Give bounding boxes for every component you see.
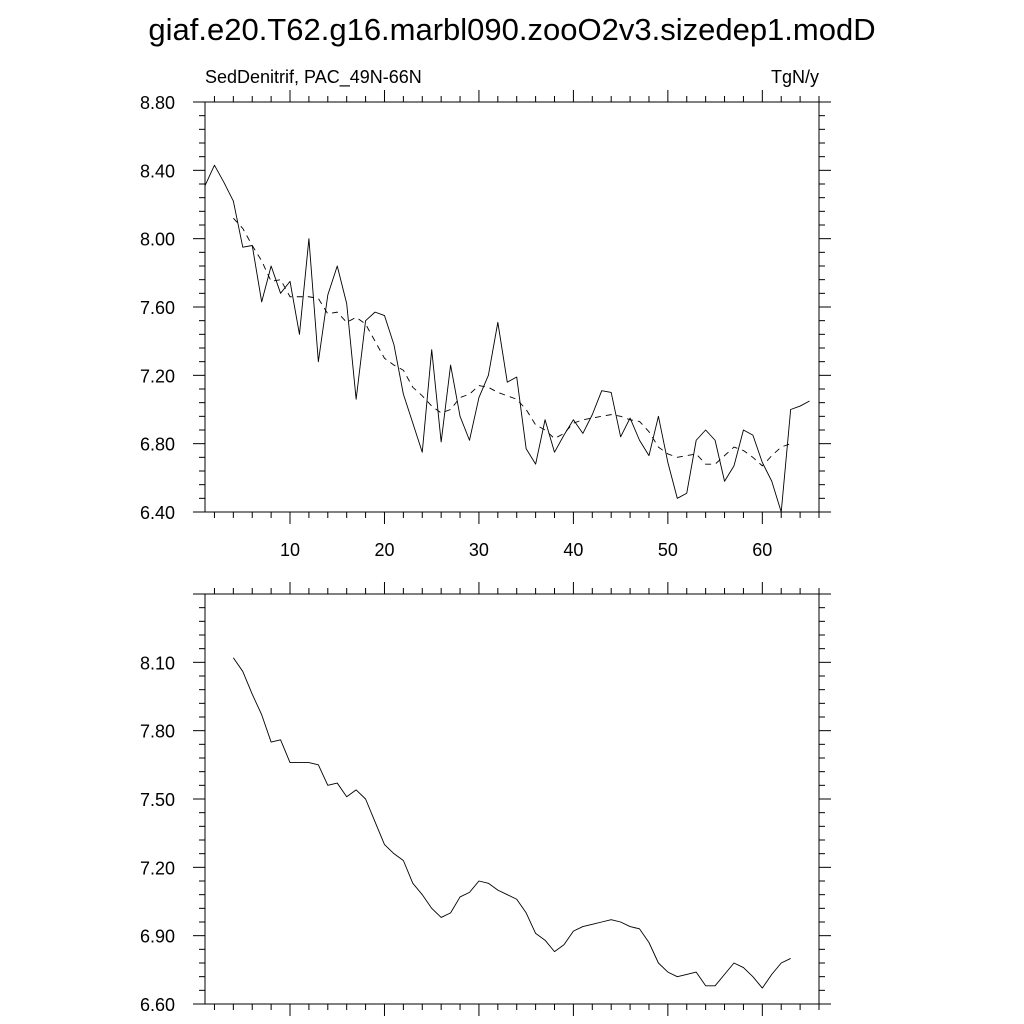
panel1-frame: [205, 102, 819, 512]
chart-panel-bottom: [140, 582, 831, 1016]
x-tick-label: 10: [279, 540, 301, 560]
y-tick-label: 6.90: [139, 926, 175, 947]
x-tick-label: 60: [752, 540, 773, 560]
panel1-tick-labels: [140, 93, 772, 560]
panel2-frame: [205, 594, 819, 1004]
x-tick-label: 50: [657, 540, 678, 560]
y-tick-label: 7.20: [139, 858, 175, 879]
x-tick-label: 20: [374, 540, 395, 560]
figure-title: giaf.e20.T62.g16.marbl090.zooO2v3.sizedep1.modD: [148, 12, 876, 47]
panel2-tick-labels: [140, 653, 175, 1015]
series-line-annual: [205, 165, 810, 512]
y-tick-label: 8.00: [139, 229, 175, 250]
y-tick-label: 7.50: [139, 790, 175, 810]
panel1-series: [205, 165, 810, 512]
y-tick-label: 8.80: [139, 93, 175, 113]
y-tick-label: 7.80: [139, 721, 175, 742]
panel2-series: [233, 658, 790, 988]
x-tick-label: 40: [563, 540, 584, 560]
x-tick-label: 30: [468, 540, 489, 560]
panel2-ticks: [193, 582, 831, 1016]
y-tick-label: 6.80: [139, 434, 175, 455]
chart-panel-top: [140, 90, 831, 560]
y-tick-label: 8.40: [139, 161, 175, 182]
series-line-annual: [233, 658, 790, 988]
y-tick-label: 7.60: [139, 298, 175, 318]
y-tick-label: 7.20: [139, 366, 175, 387]
panel1-ticks: [193, 90, 831, 524]
y-tick-label: 8.10: [139, 653, 175, 674]
panel1-variable-label: SedDenitrif, PAC_49N-66N: [205, 67, 422, 87]
y-tick-label: 6.60: [139, 995, 175, 1015]
panel1-unit-label: TgN/y: [770, 67, 819, 87]
y-tick-label: 6.40: [139, 503, 175, 523]
